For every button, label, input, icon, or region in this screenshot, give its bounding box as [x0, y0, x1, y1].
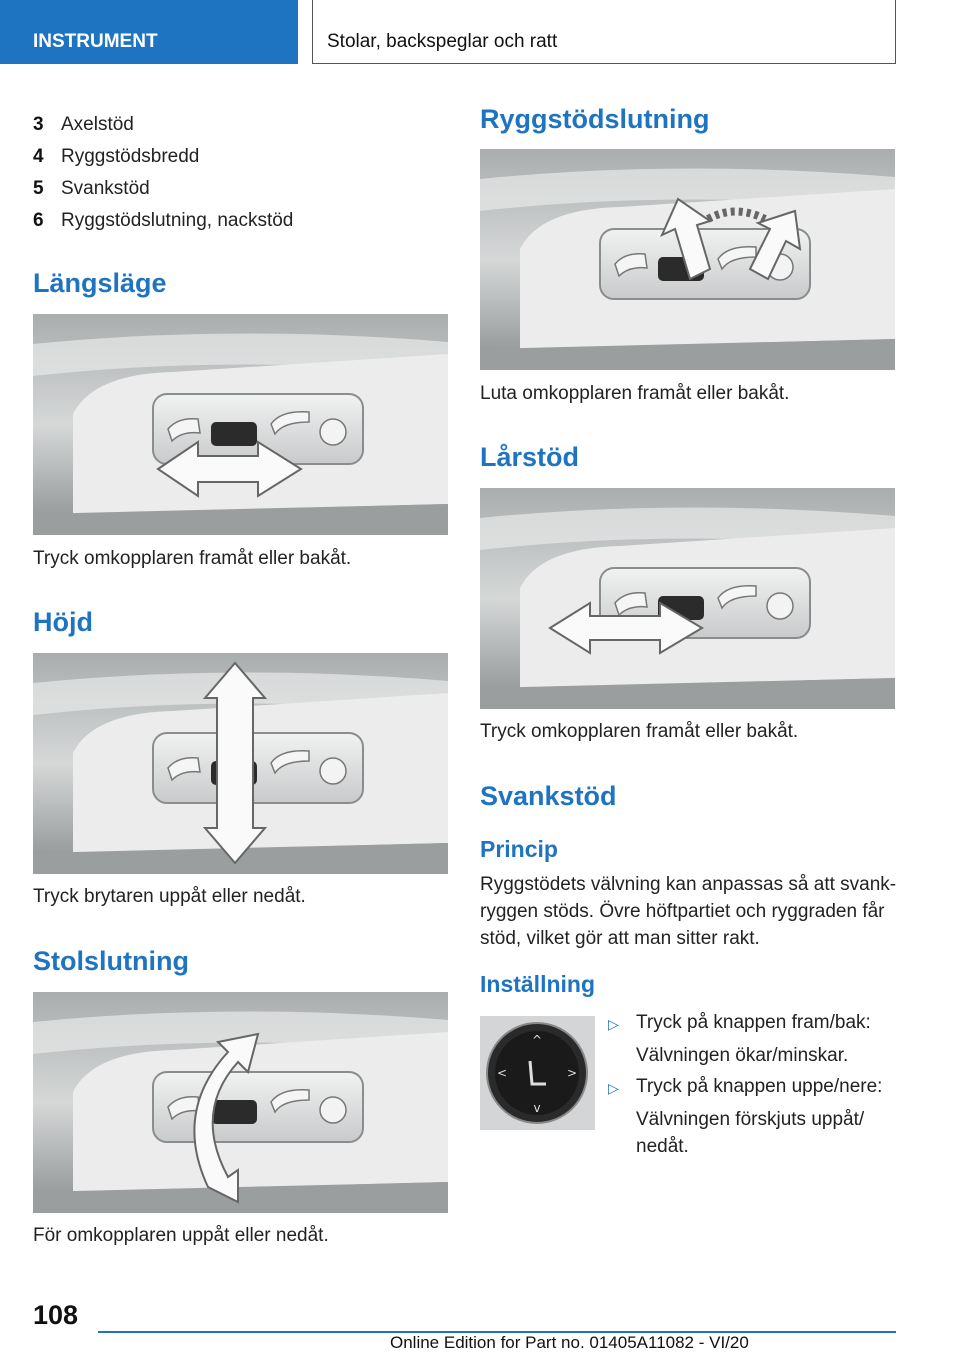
- svg-text:>: >: [566, 1066, 578, 1080]
- section-title-stolslutning: Stolslutning: [33, 946, 189, 976]
- caption-hojd: Tryck brytaren uppåt eller nedåt.: [33, 886, 306, 907]
- section-title-langslage: Längsläge: [33, 268, 167, 298]
- section-title-ryggstodslutning: Ryggstödslutning: [480, 104, 710, 134]
- svg-text:<: <: [496, 1066, 508, 1080]
- edition-note: Online Edition for Part no. 01405A11082 - VI/20: [390, 1333, 749, 1352]
- list-item: 3 Axelstöd: [33, 114, 134, 135]
- triangle-bullet-icon: ▷: [608, 1080, 619, 1096]
- bullet-item: ▷ Tryck på knappen fram/bak:: [608, 1012, 871, 1033]
- header-chapter-title: Stolar, backspeglar och ratt: [312, 0, 896, 64]
- seat-longitudinal-image: [33, 314, 448, 535]
- subsection-title-installning: Inställning: [480, 971, 595, 997]
- bullet-detail: Välvningen ökar/minskar.: [636, 1045, 849, 1066]
- section-title-larstod: Lårstöd: [480, 442, 580, 472]
- section-title-svankstod: Svankstöd: [480, 781, 617, 811]
- seat-height-image: [33, 653, 448, 874]
- caption-larstod: Tryck omkopplaren framåt eller bakåt.: [480, 721, 799, 742]
- list-item: 6 Ryggstödslutning, nackstöd: [33, 210, 294, 231]
- thigh-support-image: [480, 488, 895, 709]
- page-number: 108: [33, 1300, 79, 1330]
- header-section-tab: INSTRUMENT: [0, 0, 298, 64]
- caption-langslage: Tryck omkopplaren framåt eller bakåt.: [33, 548, 352, 569]
- bullet-detail: Välvningen förskjuts uppåt/ nedåt.: [636, 1109, 865, 1157]
- svg-text:^: ^: [531, 1033, 543, 1047]
- list-item: 5 Svankstöd: [33, 178, 150, 199]
- princip-paragraph: Ryggstödets välvning kan anpassas så att svank-ryggen stöds. Övre höftpartiet och ryggraden får stöd, vilket gör att man sitter rakt.: [480, 874, 897, 949]
- numbered-list: [33, 112, 453, 240]
- seat-tilt-image: [33, 992, 448, 1213]
- triangle-bullet-icon: ▷: [608, 1016, 619, 1032]
- svg-text:v: v: [533, 1101, 541, 1115]
- caption-ryggstodslutning: Luta omkopplaren framåt eller bakåt.: [480, 383, 790, 404]
- list-item: 4 Ryggstödsbredd: [33, 146, 200, 167]
- lumbar-knob-image: [480, 1016, 595, 1130]
- bullet-item: ▷ Tryck på knappen uppe/nere:: [608, 1076, 883, 1097]
- section-title-hojd: Höjd: [33, 607, 93, 637]
- backrest-tilt-image: [480, 149, 895, 370]
- subsection-title-princip: Princip: [480, 836, 558, 862]
- caption-stolslutning: För omkopplaren uppåt eller nedåt.: [33, 1225, 329, 1246]
